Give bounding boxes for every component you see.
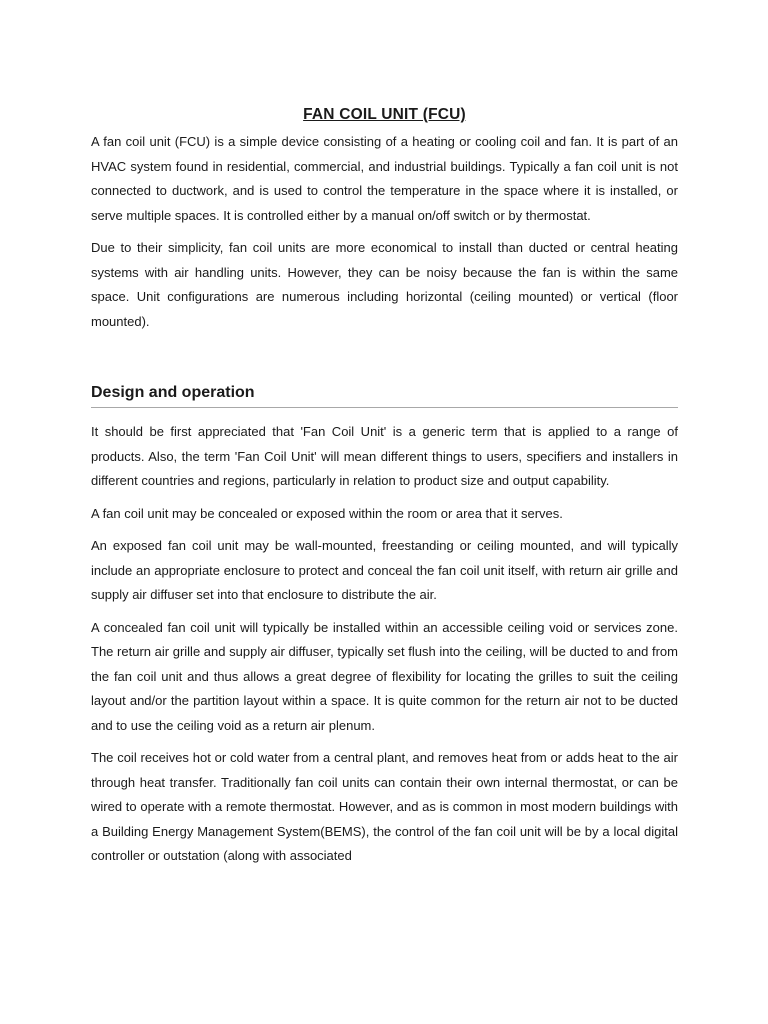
body-paragraph: A fan coil unit may be concealed or exposed within the room or area that it serves. bbox=[91, 505, 563, 521]
section-heading: Design and operation bbox=[91, 382, 678, 408]
document-page bbox=[91, 104, 678, 877]
body-paragraph: A concealed fan coil unit will typically be installed within an accessible ceiling void or services zone. The return air grille and supply air diffuser, typically set flush into the ceiling, will be ducted to and from the fan coil unit and thus allows a great degree of flexibility for locating the grilles to suit the ceiling layout and/or the partition layout within a space. It is quite common for the return air not to be ducted and to use the ceiling void as a return air plenum. bbox=[91, 619, 678, 733]
body-paragraph: An exposed fan coil unit may be wall-mounted, freestanding or ceiling mounted, and will typically include an appropriate enclosure to protect and conceal the fan coil unit itself, with return air grille and supply air diffuser set into that enclosure to distribute the air. bbox=[91, 538, 678, 602]
body-paragraph: The coil receives hot or cold water from a central plant, and removes heat from or adds heat to the air through heat transfer. Traditionally fan coil units can contain their own internal thermostat, or can be wired to operate with a remote thermostat. However, and as is common in most modern buildings with a Building Energy Management System(BEMS), the control of the fan coil unit will be by a local digital controller or outstation (along with associated bbox=[91, 750, 678, 863]
body-paragraph: It should be first appreciated that 'Fan Coil Unit' is a generic term that is applied to a range of products. Also, the term 'Fan Coil Unit' will mean different things to users, specifiers and installers in different countries and regions, particularly in relation to product size and output capability. bbox=[91, 424, 678, 488]
intro-paragraph: Due to their simplicity, fan coil units are more economical to install than ducted or central heating systems with air handling units. However, they can be noisy because the fan is within the same space. Unit configurations are numerous including horizontal (ceiling mounted) or vertical (floor mounted). bbox=[91, 240, 678, 329]
section-body bbox=[91, 420, 678, 869]
document-title: FAN COIL UNIT (FCU) bbox=[303, 106, 466, 123]
intro-paragraph: A fan coil unit (FCU) is a simple device consisting of a heating or cooling coil and fan. It is part of an HVAC system found in residential, commercial, and industrial buildings. Typically a fan coil unit is not connected to ductwork, and is used to control the temperature in the space where it is installed, or serve multiple spaces. It is controlled either by a manual on/off switch or by thermostat. bbox=[91, 134, 678, 223]
